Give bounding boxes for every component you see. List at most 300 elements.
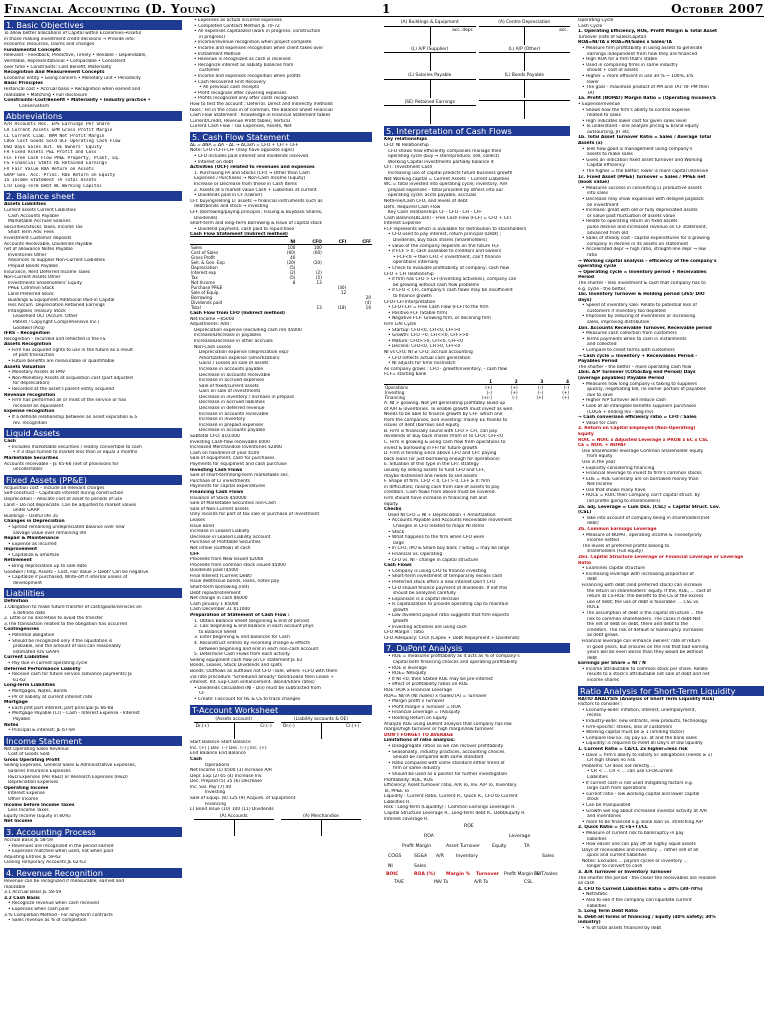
text-line: Efficiency: Asset turnover ratio, A/R To, Inv. A/P To, Inventory [384,783,517,789]
section-heading: 3. Accounting Process [4,827,182,837]
text-line: • ROE is leverage [388,665,427,671]
t-account-title: (SE) Retained Earnings [384,100,476,107]
t-account-title: (A) Accounts [194,814,274,821]
text-line: Payments for equipment and cash purchase [190,462,287,467]
table-header-cell: 4 [544,379,570,385]
text-line: • Capitalize if purchased, Write-off if internal unless of [8,575,128,581]
text-line: • Non-Monetary Assets at acquisition cost (part adjusted [8,375,133,381]
text-line: The shorter - less investment & cash that company has to [578,280,706,286]
text-line: • Dave = firm's ability to satisfy ST obligations (needs ≥ 1) [582,752,713,758]
text-line: ΔE = ΔNA = ΔA – ΔL → ΔCash = CFO + CFI + CFF [190,142,299,148]
text-line: outsourcing, JIT etc. [587,129,631,135]
table-cell: 100 [287,244,296,250]
text-line: End Balance End Balance [190,751,246,757]
text-line: Cash December 31 $11000 [190,607,251,613]
text-line: Issuance of Stock $50000 [190,495,247,501]
text-line: • Look at all intangible benefits suppliers purchases [582,403,697,409]
text-line: Sale of fixed/current assets [199,383,259,389]
text-line: • Net/Static [582,892,608,898]
text-line: Recognition – recorded and reflected in the FS [4,336,106,342]
text-line: WC = total invested into operating cycle; inventory, A/R [384,182,508,188]
text-line: Increase in prepaid expenses [199,422,264,428]
table-cell: (+/–) [481,394,492,400]
text-line: • CFO used to pay interest, return principal (Debt) ; [388,232,502,238]
text-line: 2. Calc beginning & end balance in each account phys [194,624,314,630]
text-line: • Seasonality, industry practices, accounting choices [388,749,505,755]
text-line: 1. Current Ratio = CA/CL 2x higher=less risk [578,747,688,752]
text-line: • Firm has acquired rights to use in the future as a result [8,347,133,353]
text-line: • Sales of steady cost - capital expenditures for a growing [582,236,710,242]
text-line: Insurance, Rent Deferred Income Taxes [4,269,91,275]
text-line: CFI: buying/selling LT assets → financial instruments such as [190,198,323,204]
text-line: results to a stock's attributable net sale of debt and net [587,672,710,678]
text-line: • Measure of current risk to bankruptcy in pay [582,830,684,836]
table-cell: Financing [385,394,405,400]
text-line: • Bring depreciation up to sale date [8,564,87,570]
text-line: operating cycle; accts payable, accruals [388,193,477,199]
text-line: customers if inventory too depleted [587,308,666,314]
text-line: the net of debt on debt, there and debt to the [587,622,688,628]
table-cell: Cost of Sales [191,249,219,255]
text-line: • In CFO, IPO & Share buy back ? w/big = may be large [388,546,510,552]
text-line: income netted [587,538,619,544]
text-line: CFF [190,551,200,557]
t-account-title: (Liability accounts & OE) [281,717,361,724]
text-line: FCF represents which is available for distribution to stockholders [384,226,527,232]
text-line: debt) [587,521,599,527]
text-line: Changes in CFO related to major NI items [393,523,485,529]
text-line: Current Liabilities [4,655,49,661]
t-account [194,717,274,740]
table-cell: Purchase PP&E [191,284,223,290]
text-line: Assets Liabilities [4,202,46,208]
text-line: Liquidity : Current Ratio, Current R., Quick R., CFO to Current [384,794,518,800]
t-account-body [281,723,361,739]
text-line: • Value for cash [582,420,618,426]
text-line: 1biii. A/P Turnover (COGS/Avg end Period) Days [578,370,696,376]
table-cell: 13 [316,279,322,285]
text-line: (all profits going to shareholders) [587,499,661,505]
text-line: Cash Cycle [578,23,603,29]
text-line: Leasehold OCI (Accum. Other [13,314,78,320]
text-line: • Dividend payment, cash paid to repurchase [194,226,295,232]
text-line: between beginning and end in each non-cash account [199,646,319,652]
text-line: • Dividends calculated (NI - Div) must be subtracted from [194,685,321,691]
text-line: DON'T FORGET TO AVERAGE [384,732,454,738]
table-cell: (20) [286,259,296,265]
t-account-debit-label: Dr.(–) [282,724,295,730]
text-line: Prepaid Bonds Payable [8,263,58,269]
text-line: • more to be financed e.g. bank loan vs. stretching A/P [582,819,703,825]
section-heading: 4. Revenue Recognition [4,868,182,878]
t-account-note: acc. [559,27,568,33]
text-line: estimated (US GAAP) [13,649,60,655]
text-line: → Cash conversion efficiency ratio = CFO / Sales [578,415,697,421]
text-line: Cash Accounts Payable [8,213,59,219]
text-line: • What happens to the firm when CFO were [388,535,485,541]
text-line: sales, improving distribution [587,320,650,326]
text-line: Dividends) [194,215,218,221]
text-line: E. Situation of this type in the CFI: strategy [384,462,479,468]
text-line: 2b. Common Earnings Leverage [578,527,657,533]
text-line: A. NI > growing. Not yet generating profitably. Build up [384,400,506,406]
text-line: Buildings – Useful life 35 [4,513,58,519]
table-cell: Depreciation [191,264,218,270]
t-account [384,20,476,45]
text-line: should + cost of assets [587,68,639,74]
text-line: Equity Income (Equity in 80%) [4,813,71,819]
text-line: days) [578,297,592,303]
text-line: ROA=NI/TA x ROA=NI/Sales x Sales/TA [578,40,672,46]
table-cell: (+) [510,384,518,390]
text-line: industry) [578,920,601,926]
text-line: • Compare low Ex. sly pay Ex. at and the bank sales [582,735,697,741]
text-line: Bonds: Outflows as outflows not CFO –sale, where +CFO with them [190,668,338,674]
section-heading: 5. Cash Flow Statement [190,132,372,142]
text-line: Bonds, Leases, Stock Dividends and splits [190,663,283,669]
text-line: Use in the year [582,459,616,465]
section-heading: Abbreviations [4,111,182,121]
table-header-cell: CFF [347,239,372,245]
text-line: dividends or buy back shares (from or to CFO): CFF<0 [384,434,503,440]
text-line: CFO+CFI Interpretation [384,299,436,305]
text-line: Liabilities [587,774,608,780]
text-line: • Mortgages, Notes, Bonds [8,688,68,694]
text-line: • if 3 days turned to market less than or equal 3 months [13,450,138,456]
text-line: Basic Principles [4,81,43,87]
text-line: 1a. Profit (NOPAT) Margin Ratio = (Operating Income)/S [578,96,716,102]
text-line: To allow better allocations of Capital within Economies→Useful [4,31,142,36]
text-line: → Operating cycle = Inventory period + Receivables [578,269,707,275]
text-line: Depreciation expense (excluding cash rel) $5000 [194,327,302,333]
text-line: • ROE= NI/Equity [388,671,427,677]
text-line: risk to common shareholders. The cases if debt-Net [587,616,701,622]
text-line: • If current cash is not used mitigating factors e.g. [582,780,694,786]
text-line: • Profit recognize after covering expenses [194,90,287,96]
text-line: over time • Constraints: Cost Benefit, Materiality [4,64,112,70]
text-line: Non-Cash Losses [194,344,232,350]
text-line: as debt grows. [587,633,620,639]
table-header-cell: 3 [519,379,545,385]
text-line: less Accum. Depreciation Retained Earnings [8,303,105,309]
text-line: (book value) [578,180,610,186]
text-line: Closing Temporary Accounts JE 62-63 [4,860,86,866]
dupont-node: CSL [524,880,533,886]
text-line: → Cash cycle = Inventory + Receivables Period – [578,353,698,359]
t-account [384,73,476,98]
text-line: Net Income [4,819,33,825]
text-line: • How easier one can pay off all highly liquid assets [582,842,696,848]
text-line: • If a definite relationship between an asset expiration & a [8,415,137,420]
text-line: liabilities [587,836,607,842]
text-line: B. Firm is financially sound with CFO > CFI, can pay [384,428,498,434]
text-line: • High ROA for a firm that's stable [582,57,658,63]
text-line: CE = NOIC + NOPAT [578,443,627,449]
text-line: Net/Free/Cash CFO, and levels of debt [384,198,468,204]
text-line: • Income attributable to common stock per share. Relate [582,666,708,672]
text-line: 1c. Fixed Asset (PP&E) Turnover = Sales / PP&E net [578,174,706,180]
text-line: Problems: CR does not directly ... [582,763,656,769]
text-line: • Recognize revenue when cash received [8,901,99,907]
text-line: Cash Flow from CFO (Indirect method) [190,310,285,316]
text-line: Investments Shareholders' Equity [8,280,82,286]
text-line: • if firm has CFO > CFI (Investing activities), company can [388,277,517,283]
text-line: Used NI CFO = NI + Depreciation + Amortization [388,512,496,518]
text-line: • Cash Recovered First Recovery [194,79,266,85]
text-line: • Receive cash for future service (advance payments) JE [8,672,133,678]
text-line: Decrease in accounts payable [199,428,266,434]
text-line: • effect of profitability ratios on ROE [388,682,469,688]
text-line: Risk : Long-term (Liquidity) : Common Earnings Leverage R. [384,805,516,811]
section-heading: Fixed Assets (PP&E) [4,475,182,485]
text-line: salvage value over remaining life [13,530,87,536]
table-cell: (5) [289,264,296,270]
text-line: interest. Int. Exp-Cash enhancement. (Bond/Share rates) [190,680,315,686]
text-line: FV Fair Value ROA Return on Assets [4,167,94,173]
t-account [479,20,571,45]
table-cell: Sales [191,244,203,250]
text-line: Profitability: ROE, ROS [384,777,433,783]
text-line: Key relationships [384,137,428,143]
text-line: Proceeds from common stock issued $5000 [190,562,286,568]
text-line: F. Shape of firm. CFO < 0, CFI > 0, CFF ≥ 0: firm [384,479,491,485]
text-line: Increase in accrued expenses [199,378,265,384]
table-header-cell: NI [272,239,296,245]
column-4 [578,18,764,1018]
text-line: • Shows how the firm's ability to control expense [582,107,690,113]
text-line: Cash Flow Statement (Indirect method) [190,232,288,238]
table-cell: (–) [563,384,569,390]
text-line: • Positive FCF (Stable firm) [388,310,448,316]
text-line: should be analyzed carefully [393,591,456,597]
text-line: NI vs CFO; NI ≠ CFO; accrual accounting [384,349,473,355]
t-account [479,100,571,125]
text-line: CFI : Investment Cash [384,165,433,171]
text-line: • Company is using CFO to finance investing [388,568,487,574]
text-line: Capital efficiency [587,163,625,169]
text-line: Issue Bond [190,523,215,529]
dupont-node: Profit Margin [402,844,432,850]
section-heading: 2. Balance sheet [4,191,182,201]
text-line: • Investing activities are using cash [388,624,467,630]
text-line: Decrease in inventory / Increase in prepaid [199,394,294,400]
document-title: Financial Accounting (D. Young) [4,2,217,16]
text-line: debt/bonds and stock → investing [194,204,269,210]
text-line: Sale of Non-Current assets [190,506,249,512]
text-line: RATIO ANALYSIS (Analysis of Short Term Liquidity Risk) [578,696,715,702]
dupont-node: Equity [492,844,507,850]
text-line: • Margin profit x Turnover [388,699,445,705]
text-line: Defn. Required Cash Flow [384,204,441,210]
text-line: • CFO includes paid interest and dividends received [194,154,309,160]
text-line: • Higher = more efficient in use 30 % ~ 100%, E% [582,73,694,79]
table-cell: Sale of Equip. [191,289,220,295]
text-line: Increase or Decrease from these in Cash Items [194,182,297,188]
text-line: • Income/revenue recognition when project complete [194,40,312,46]
text-line: Increase in accounts receivable [199,411,269,417]
text-line: Improvement [4,547,38,553]
text-line: Goodwill / Intg. Assets – Cost, Fair Value > Debt? Can be negative [4,569,149,575]
text-line: debt [587,577,597,583]
text-line: growth [393,619,409,625]
text-line: • Short-term investment of temporarily excess cash [388,574,503,580]
text-line: shareholders (Full equity) [587,549,643,555]
dupont-node: Asset Turnover [446,844,480,850]
text-line: • Decrease may show expansion with delayed payback [582,197,704,202]
text-line: Amortization expense (amortization) [199,355,280,361]
text-line: GAAP Gen. Acc. Princ. ROE Return on Equity [4,172,116,178]
text-line: Factors to consider : [578,702,623,708]
data-table [384,379,570,400]
text-line: • Growth will log about increased investor activity at A/R [582,808,707,814]
table-cell: 12 [340,289,347,295]
text-line: earnings independent from how they are financed [587,51,698,57]
text-line: • Growth: CFO ~0, CFI<<0, CFF>>0 [388,333,469,339]
text-line: Use Shareholder leverage Common Shareholder equity [582,448,704,454]
text-line: • Interest on debt [194,159,234,165]
text-line: in good years, but ensures on the risk that bad earning [587,644,709,650]
text-line: Short-term and long-term borrowing & Issue of capital stock [190,221,323,227]
text-line: • The goal – maximize product of PM and TAT: RF PM then [582,85,709,91]
text-line: stock [587,797,599,803]
t-account-body [384,106,476,124]
text-line: • ROE = measures profitability as it acts as % of company's [388,654,520,660]
text-line: Decrease in deferred revenue [199,406,265,412]
text-line: • Compare to credit terms with customers [582,348,675,354]
text-line: Deferred Performance Liability [4,666,81,672]
text-line: Patent / Copyright Comprehensive Inc.) [13,319,100,325]
text-line: D. Firm is tending since above CFO and CFI: paying [384,451,497,457]
text-line: Preparation of Statement of Cash Flow : [190,613,290,619]
table-header-cell: 2 [493,379,519,385]
text-line: Intangibles Treasury Stock [8,308,66,314]
table-cell: (18) [337,304,347,310]
text-line: • Capitalize & amortize [8,552,60,558]
t-account [479,47,571,72]
text-line: Days of receivables and inventory ... rather sell of all [582,847,699,853]
section-heading: Liquid Assets [4,428,182,438]
text-line: • Improves by reducing of inventories or increasing [582,314,696,320]
text-line: Notes: Excludes ... payroll cycles or inventory ... [582,858,688,864]
t-account-credit-label: Cr.(+) [346,724,360,730]
data-table [190,239,372,310]
text-line: • Financial Leverage = TA/Equity [388,710,461,716]
dupont-node: SG&A [414,854,428,860]
text-line: COGS Cost Goods Sold OCF Operating Cash Flow [4,139,121,145]
table-cell: 8 [292,279,296,285]
text-line: • CFO should finance payment of dividends. If not this [388,585,508,591]
text-line: • Working capital must be ≥ 1 (limiting factor) [582,730,685,736]
text-line: Increase in inventory [199,417,246,423]
text-line: Acquisition cost – Include all relevant charges [4,485,105,491]
text-line: quick and current liabilities [587,853,647,859]
text-line: TAT [587,90,595,96]
text-line: years will be even worse than they would be without [587,650,704,656]
text-line: • Check to evaluate profitability of company; cash flow [388,266,510,272]
dupont-node: ROE [464,824,474,830]
text-line: large [393,540,405,546]
text-line: Sale of Marketable Securities non-Cash [190,501,277,507]
text-line: • Completed Contract Method JE 70-72 [194,23,280,29]
table-cell: 16 [365,304,371,310]
dupont-node: ROA (%) [414,872,436,878]
text-line: recess [587,713,602,719]
table-cell: (60) [286,249,296,255]
text-line: 3.2 Cash Basis [4,895,40,901]
text-line: • Accounts Payable and Accounts Receivable movement [388,518,513,524]
text-line: R&D Expenses (Per R&D) or Research Expenses (R&D) [8,774,128,780]
text-line: Increase in accounts payable [199,366,264,372]
text-line: Less Income Taxes [8,808,49,814]
text-line: • Revenue is recognized as cash is received [194,57,291,63]
text-line: Land – Do not depreciate. Can be adjusted to market values [4,502,137,508]
text-line: (average payables) Payable Period [578,376,665,381]
text-line: Increase/Decrease in payables [194,333,262,339]
text-line: Investing [205,790,226,796]
text-line: PP&E Common Stock [8,286,55,292]
text-line: LT Bond Issue (10) 100 (11) Dividends [190,807,274,813]
text-line: Financing [205,801,226,807]
text-line: • Accelerated depr → high ratio, straight-line depr → low [582,247,706,253]
text-line: • Financial leverage to invest to firm's common stocks [582,471,702,477]
text-line: • Mortgage Payable (Cr) – Cash - Interest Expense - Interest [8,711,140,717]
text-line: Revenue can be recognized if measurable, earned and [4,878,125,884]
text-line: liabilities [587,903,607,909]
text-line: CR high shows no risk [587,758,636,764]
text-line: Operating Cycle [578,18,614,23]
text-line: assets to make sales [587,152,633,158]
text-line: creditors. The risk of default or bankruptcy increases [587,627,704,633]
text-line: pulse decline and increased revenue on CF statement, [587,224,707,230]
text-line: • Also to see if the company can liquidate current [582,898,692,904]
text-line: • Create T-account for RE & CS to track changes [194,696,301,702]
text-line: Dividends, buy back shares (Shareholders) [393,238,488,244]
text-line: Note: CFO+CFI+CFF (may have opposite signs) [190,148,295,154]
text-line: Cash Flows [384,563,412,569]
text-line: Constraints–Cost/Benefit • Materiality • Industry practice • [4,98,151,104]
text-line: Depr. Exp.(2) 65 (4) Increase Inv. [190,773,263,779]
text-line: Financing Cash Flows [190,489,244,495]
text-line: prepaid expenses – total provided by others into our [388,187,504,193]
dupont-node: COGS [388,854,402,860]
text-line: Notes [4,722,19,728]
text-line: • % of total assets financed by debt [582,926,662,931]
text-line: • if CFO < CFI, company's cash flows may be insufficient [388,288,513,294]
dupont-node: Sales [542,854,555,860]
text-line: Increased Merchandise Inventories $2000 [190,445,282,451]
text-line: Accrual Basis JE 58-59 [4,838,53,843]
text-line: margin/high turnover or high margin/low turnover [384,727,494,733]
text-line: Purchase of Profitable Securities [190,540,261,546]
table-cell: (4) [365,299,371,305]
text-line: 2. Assets at a market value Cash + Liabilities at current [194,187,317,193]
t-account-title: (A) Merchandise [281,814,361,821]
text-line: • Mature: CFO>>0, CFI<0, CFF<0 [388,338,463,344]
text-line: • Liquidity: is required to meet all Day's of low liquidity [582,741,703,747]
text-line: Net Operating Sales Revenue [4,746,69,752]
text-line: 4. Reconstruct entries by recording change & effects [194,641,310,646]
text-line: Net change in cash $6000 [190,596,248,602]
table-cell: (5) [315,274,322,280]
text-line: • The assumption of debt is the capital structure ... the [582,610,704,616]
text-line: Verifiable, Representational • Comparable • Consistent [4,58,126,64]
text-line: Purchase of LT investments [190,478,250,484]
text-line: • Recorded at the asset's parent entity acquired [8,387,115,393]
text-line: Sale of equipment, cash for purchases [190,456,275,462]
section-heading: 5. Interpretation of Cash Flows [384,126,570,136]
text-line: • value of the company depends on the future FCF [388,243,500,249]
dupont-node: EBIT/sales [534,872,558,878]
